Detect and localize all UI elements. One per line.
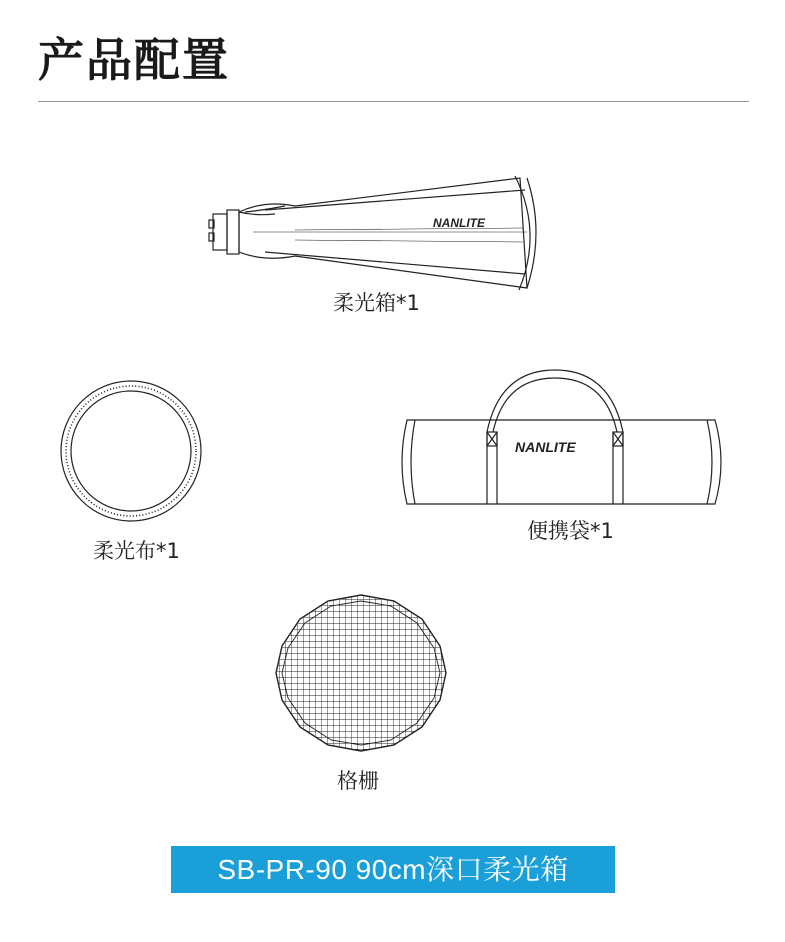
diffuser-drawing xyxy=(58,378,204,524)
grid-drawing xyxy=(273,593,449,753)
page-title: 产品配置 xyxy=(38,33,230,87)
grid-label: 格栅 xyxy=(337,769,379,793)
bag-logo: NANLITE xyxy=(515,439,576,455)
softbox-logo: NANLITE xyxy=(433,216,485,230)
bag-drawing xyxy=(395,362,730,510)
diffuser-illustration xyxy=(58,378,204,524)
product-banner: SB-PR-90 90cm深口柔光箱 xyxy=(171,846,615,893)
bag-label: 便携袋*1 xyxy=(527,519,614,543)
bag-illustration xyxy=(395,362,730,510)
diffuser-label: 柔光布*1 xyxy=(93,539,180,563)
softbox-drawing xyxy=(205,170,545,295)
grid-illustration xyxy=(273,593,449,753)
softbox-label: 柔光箱*1 xyxy=(333,291,420,315)
title-divider xyxy=(38,101,749,102)
softbox-illustration xyxy=(205,170,545,295)
